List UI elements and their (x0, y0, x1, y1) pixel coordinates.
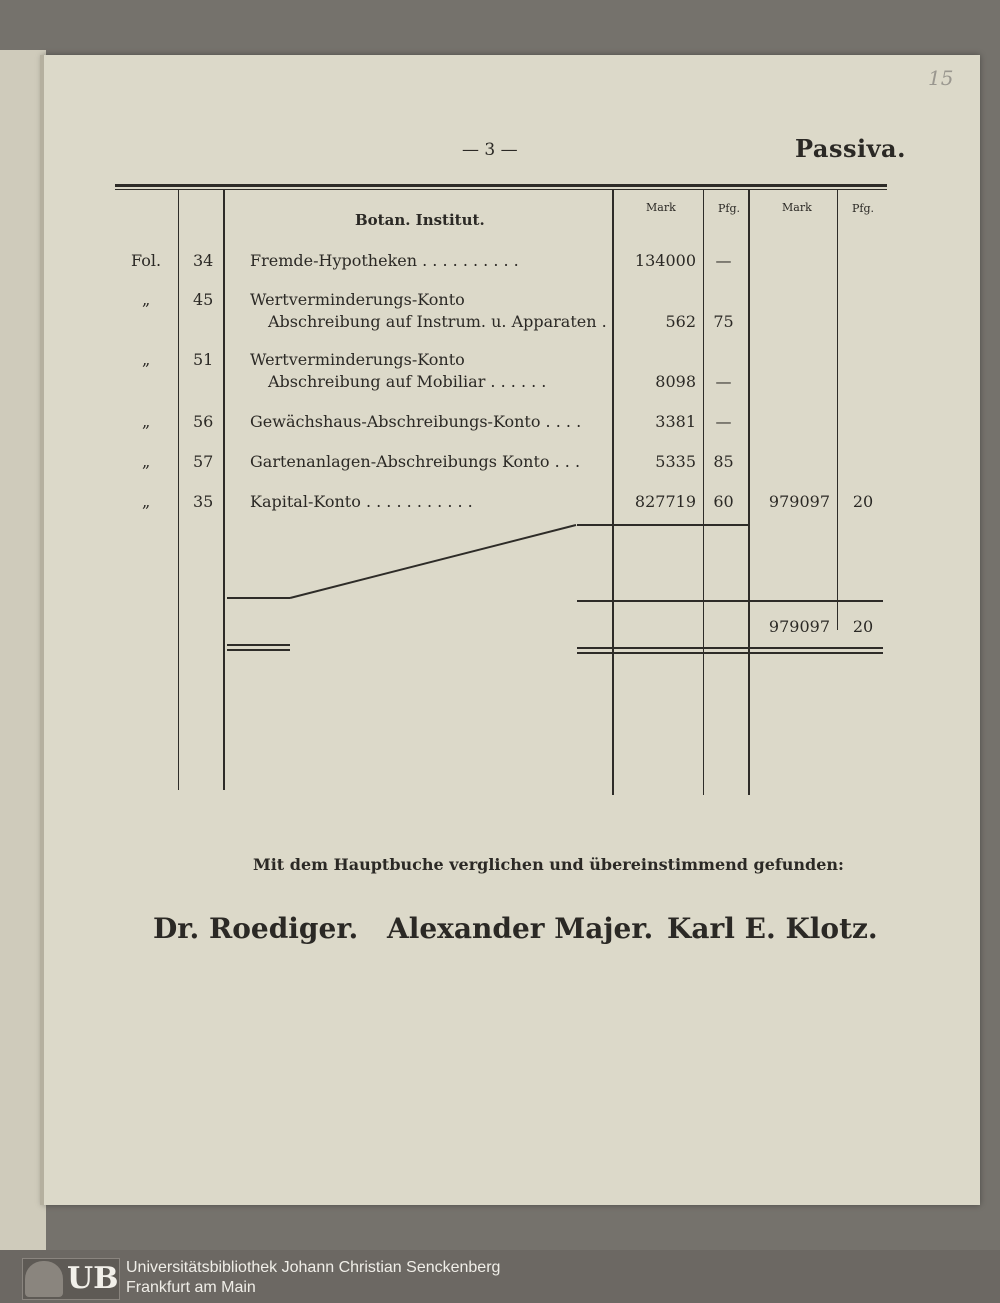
number-column-divider (223, 190, 225, 790)
entry-pfg: 75 (713, 312, 734, 331)
subtotal-rule (577, 524, 749, 526)
total-column-divider (748, 190, 750, 795)
pfg-column-divider (703, 190, 704, 795)
grand-total-mark: 979097 (768, 617, 830, 636)
mark-column-divider (612, 190, 614, 795)
grand-total-pfg: 20 (852, 617, 874, 636)
ditto-mark: „ (142, 350, 151, 369)
entry-pfg: 60 (713, 492, 734, 511)
pencil-page-note: 15 (928, 66, 954, 90)
signature-name: Alexander Majer. (387, 912, 654, 945)
subtotal-pfg: 20 (852, 492, 874, 511)
ditto-mark: „ (142, 412, 151, 431)
entry-description: Wertverminderungs-Konto (250, 290, 465, 309)
page-number: — 3 — (462, 140, 518, 160)
ditto-mark: „ (142, 492, 151, 511)
entry-pfg: — (715, 372, 732, 391)
col-header-pfg-1: Pfg. (718, 202, 741, 215)
left-double-rule-1 (227, 644, 290, 646)
entry-pfg: — (715, 251, 732, 270)
entry-mark: 134000 (634, 251, 696, 270)
cancel-diagonal-line (288, 522, 580, 602)
entry-pfg: — (715, 412, 732, 431)
library-name: Universitätsbibliothek Johann Christian Senckenberg (126, 1259, 501, 1276)
page-heading: Passiva. (795, 134, 906, 163)
fol-label: Fol. (131, 251, 162, 270)
entry-description: Fremde-Hypotheken . . . . . . . . . . (250, 251, 519, 270)
entry-description-line2: Abschreibung auf Mobiliar . . . . . . (268, 372, 547, 391)
entry-pfg: 85 (713, 452, 734, 471)
verification-statement: Mit dem Hauptbuche verglichen und übereinstimmend gefunden: (253, 855, 844, 874)
logo-text: UB (67, 1261, 119, 1296)
left-double-rule-2 (227, 649, 290, 651)
total-double-rule-1 (577, 647, 883, 649)
entry-mark: 3381 (655, 412, 696, 431)
folio-number: 57 (193, 452, 214, 471)
total-double-rule-2 (577, 652, 883, 654)
folio-number: 51 (193, 350, 214, 369)
entry-description: Gartenanlagen-Abschreibungs Konto . . . (250, 452, 581, 471)
subtotal-mark: 979097 (768, 492, 830, 511)
entry-mark: 562 (665, 312, 696, 331)
ditto-mark: „ (142, 290, 151, 309)
entry-description-line2: Abschreibung auf Instrum. u. Apparaten . (268, 312, 607, 331)
entry-mark: 5335 (655, 452, 696, 471)
entry-description: Wertverminderungs-Konto (250, 350, 465, 369)
total-pfg-divider (837, 190, 838, 630)
entry-mark: 8098 (655, 372, 696, 391)
folio-number: 56 (193, 412, 214, 431)
entry-mark: 827719 (634, 492, 696, 511)
entry-description: Kapital-Konto . . . . . . . . . . . (250, 492, 473, 511)
signature-name: Dr. Roediger. (153, 912, 359, 945)
cancel-left-rule (227, 597, 290, 599)
page-spine (40, 55, 44, 1205)
folio-number: 34 (193, 251, 214, 270)
folio-number: 35 (193, 492, 214, 511)
total-top-rule (577, 600, 883, 602)
portrait-icon (25, 1261, 63, 1297)
table-top-rule-thin (115, 189, 887, 190)
section-title: Botan. Institut. (355, 211, 485, 229)
col-header-mark-2: Mark (782, 201, 812, 214)
library-city: Frankfurt am Main (126, 1279, 256, 1296)
folio-number: 45 (193, 290, 214, 309)
col-header-mark-1: Mark (646, 201, 676, 214)
col-header-pfg-2: Pfg. (852, 202, 875, 215)
library-logo (22, 1258, 120, 1300)
entry-description: Gewächshaus-Abschreibungs-Konto . . . . (250, 412, 582, 431)
table-top-rule (115, 184, 887, 187)
ditto-mark: „ (142, 452, 151, 471)
signature-name: Karl E. Klotz. (667, 912, 878, 945)
fol-column-divider (178, 190, 179, 790)
